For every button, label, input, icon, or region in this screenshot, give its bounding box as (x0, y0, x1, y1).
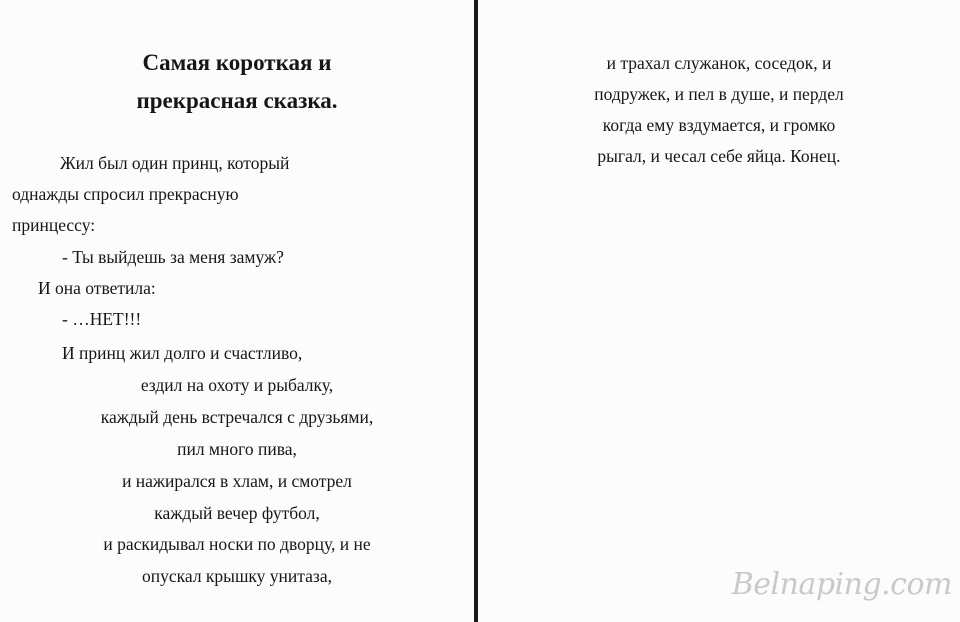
text-line: - …НЕТ!!! (62, 309, 142, 329)
text-line: И принц жил долго и счастливо, (62, 343, 303, 363)
text-line: когда ему вздумается, и громко (602, 115, 836, 135)
text-line: однажды спросил прекрасную (12, 184, 239, 204)
text-line: Жил был один принц, который (60, 153, 290, 173)
text-line: опускал крышку унитаза, (142, 566, 332, 586)
text-line: - Ты выйдешь за меня замуж? (62, 247, 284, 267)
text-line: и трахал служанок, соседок, и (606, 53, 832, 73)
story-title (0, 44, 474, 120)
title-line-1: Самая короткая и (142, 50, 332, 75)
text-line: и раскидывал носки по дворцу, и не (103, 534, 371, 554)
text-line: ездил на охоту и рыбалку, (140, 375, 334, 395)
watermark: Belnaping.com (731, 567, 952, 602)
text-line: принцессу: (12, 215, 96, 235)
text-line: каждый вечер футбол, (154, 503, 320, 523)
title-line-2: прекрасная сказка. (136, 88, 338, 113)
text-line: рыгал, и чесал себе яйца. Конец. (597, 146, 841, 166)
text-line: пил много пива, (177, 439, 297, 459)
text-line: И она ответила: (38, 278, 156, 298)
text-line: и нажирался в хлам, и смотрел (122, 471, 352, 491)
text-line: каждый день встречался с друзьями, (100, 407, 374, 427)
text-line: подружек, и пел в душе, и пердел (594, 84, 844, 104)
